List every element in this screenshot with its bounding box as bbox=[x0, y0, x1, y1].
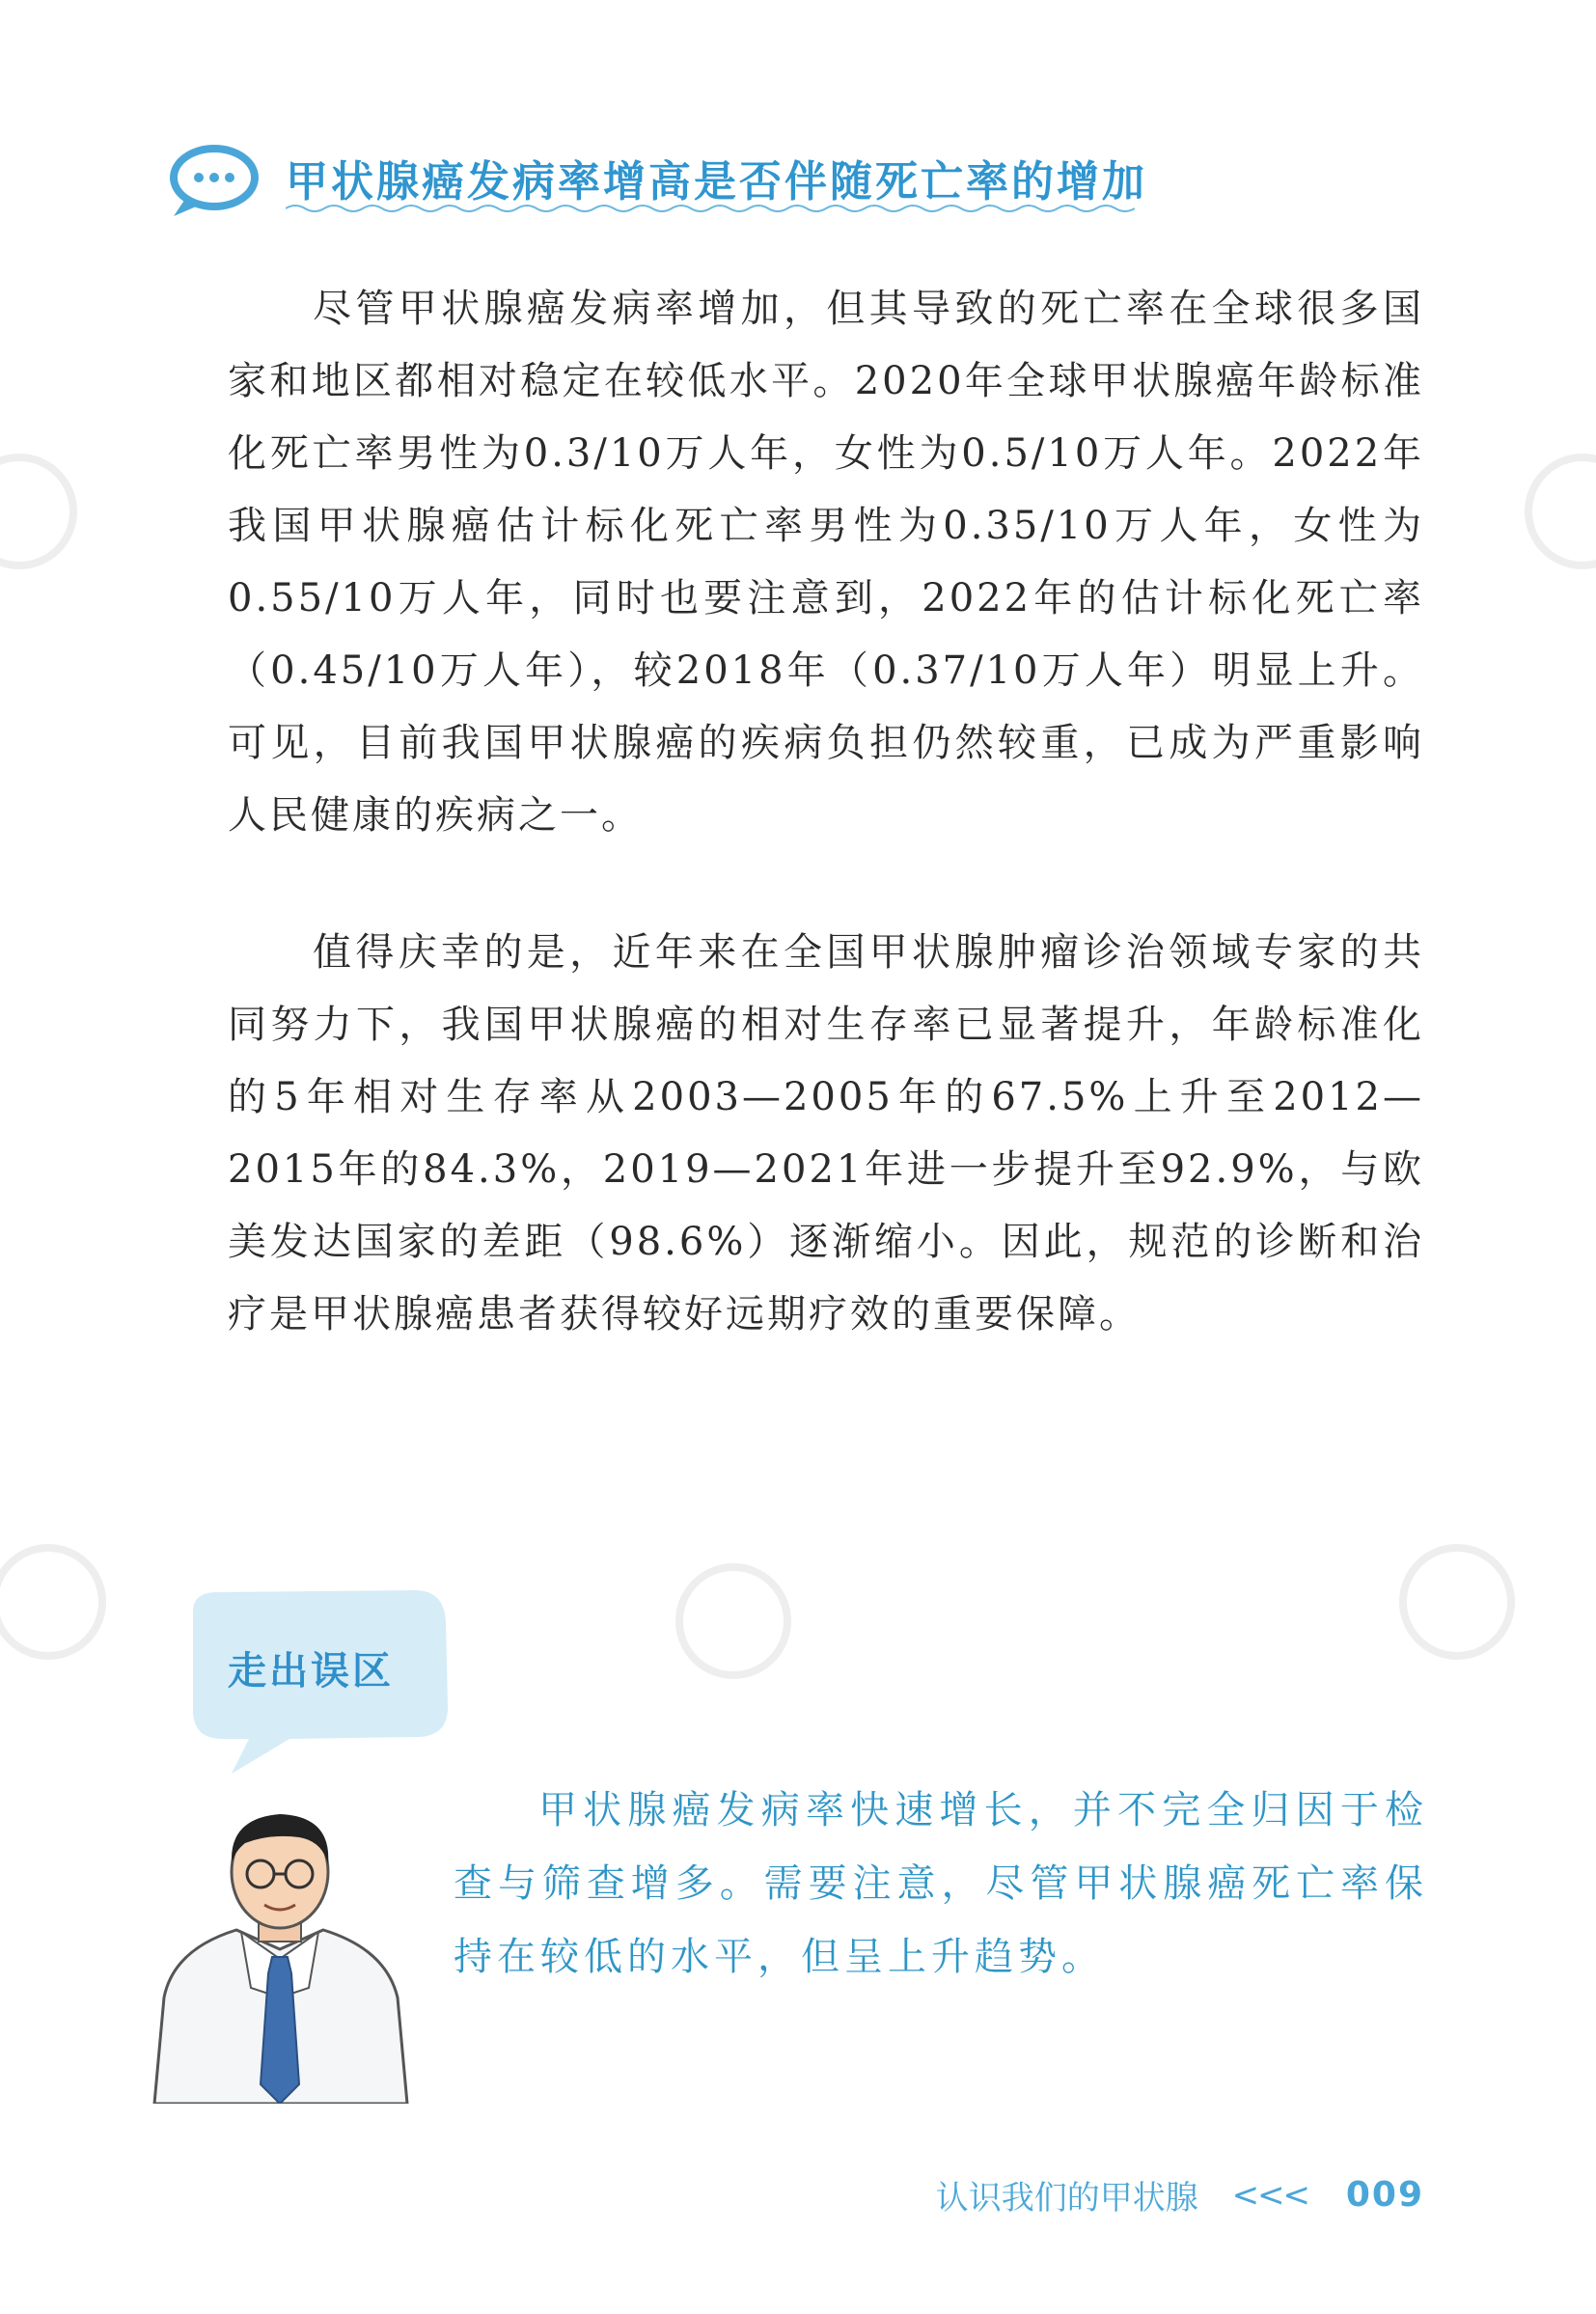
doctor-illustration bbox=[145, 1804, 415, 2104]
myth-title: 走出误区 bbox=[228, 1649, 394, 1694]
wavy-underline bbox=[286, 201, 1135, 216]
paragraph-survival: 值得庆幸的是，近年来在全国甲状腺肿瘤诊治领域专家的共同努力下，我国甲状腺癌的相对生存率已显著提升，年龄标准化的5年相对生存率从2003—2005年的67.5%上升至2012—2015年的84.3%，2019—2021年进一步提升至92.9%，与欧美发达国家的差距（98.6%）逐渐缩小。因此，规范的诊断和治疗是甲状腺癌患者获得较好远期疗效的重要保障。 bbox=[228, 930, 1424, 1336]
myth-text: 甲状腺癌发病率快速增长，并不完全归因于检查与筛查增多。需要注意，尽管甲状腺癌死亡率保持在较低的水平，但呈上升趋势。 bbox=[454, 1788, 1428, 1979]
watermark-logo-right-bottom bbox=[1399, 1544, 1515, 1660]
section-heading bbox=[166, 133, 1147, 220]
page-number: 009 bbox=[1345, 2175, 1424, 2215]
page-footer bbox=[936, 2171, 1424, 2218]
section-title: 甲状腺癌发病率增高是否伴随死亡率的增加 bbox=[286, 157, 1147, 207]
footer-book-title: 认识我们的甲状腺 bbox=[935, 2179, 1198, 2218]
speech-bubble-icon bbox=[166, 141, 266, 218]
watermark-logo-center bbox=[675, 1563, 791, 1679]
watermark-logo-left-bottom bbox=[0, 1544, 106, 1660]
footer-arrows: <<< bbox=[1231, 2175, 1309, 2215]
watermark-logo-left-top bbox=[0, 454, 77, 569]
paragraph-mortality: 尽管甲状腺癌发病率增加，但其导致的死亡率在全球很多国家和地区都相对稳定在较低水平。2020年全球甲状腺癌年龄标准化死亡率男性为0.3/10万人年，女性为0.5/10万人年。2022年我国甲状腺癌估计标化死亡率男性为0.35/10万人年，女性为0.55/10万人年，同时也要注意到，2022年的估计标化死亡率（0.45/10万人年），较2018年（0.37/10万人年）明显上升。可见，目前我国甲状腺癌的疾病负担仍然较重，已成为严重影响人民健康的疾病之一。 bbox=[228, 287, 1424, 838]
watermark-logo-right-top bbox=[1525, 454, 1596, 569]
